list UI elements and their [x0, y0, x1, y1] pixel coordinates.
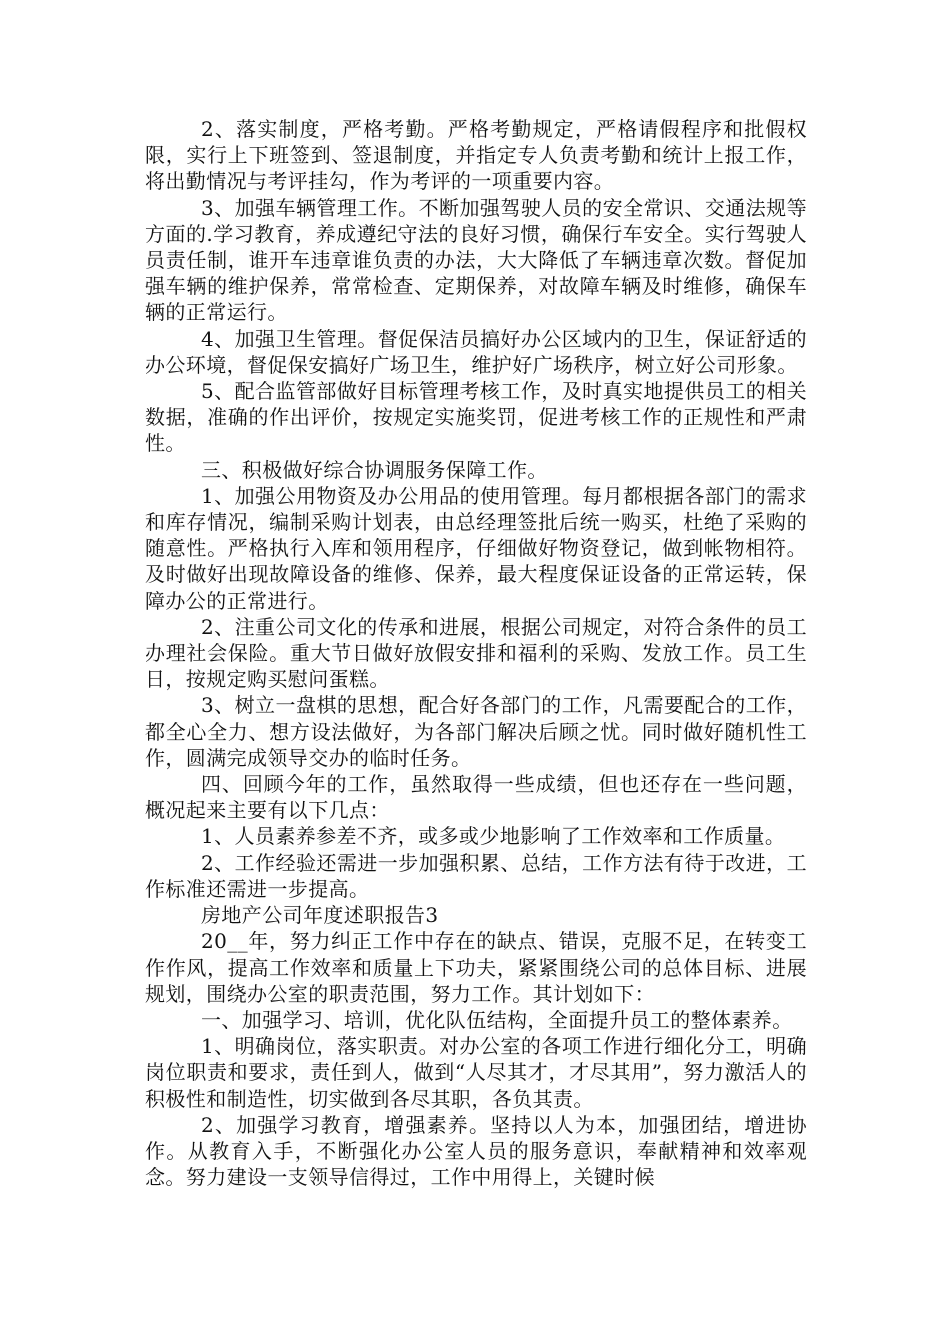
report-title: 房地产公司年度述职报告3 — [201, 903, 439, 928]
paragraph-responsibilities: 1、明确岗位，落实职责。对办公室的各项工作进行细化分工，明确岗位职责和要求，责任到人，做到“人尽其才，才尽其用”，努力激活人的积极性和制造性，切实做到各尽其职，各负其责。 — [145, 1034, 807, 1111]
paragraph-issue-experience: 2、工作经验还需进一步加强积累、总结，工作方法有待于改进，工作标准还需进一步提高。 — [145, 850, 807, 901]
paragraph-supplies: 1、加强公用物资及办公用品的使用管理。每月都根据各部门的需求和库存情况，编制采购计划表，由总经理签批后统一购买，杜绝了采购的随意性。严格执行入库和领用程序，仔细做好物资登记，做到帐物相符。及时做好出现故障设备的维修、保养，最大程度保证设备的正常运转，保障办公的正常进行。 — [145, 483, 807, 613]
section-heading-coordination: 三、积极做好综合协调服务保障工作。 — [201, 457, 548, 482]
paragraph-culture: 2、注重公司文化的传承和进展，根据公司规定，对符合条件的员工办理社会保险。重大节日做好放假安排和福利的采购、发放工作。员工生日，按规定购买慰问蛋糕。 — [145, 614, 807, 692]
paragraph-assessment: 5、配合监管部做好目标管理考核工作，及时真实地提供员工的相关数据，准确的作出评价，按规定实施奖罚，促进考核工作的正规性和严肃性。 — [145, 379, 807, 456]
paragraph-issue-quality: 1、人员素养参差不齐，或多或少地影响了工作效率和工作质量。 — [201, 824, 786, 849]
paragraph-sanitation: 4、加强卫生管理。督促保洁员搞好办公区域内的卫生，保证舒适的办公环境，督促保安搞好广场卫生，维护好广场秩序，树立好公司形象。 — [145, 326, 807, 377]
paragraph-vehicle-management: 3、加强车辆管理工作。不断加强驾驶人员的安全常识、交通法规等方面的.学习教育，养成遵纪守法的良好习惯，确保行车安全。实行驾驶人员责任制，谁开车违章谁负责的办法，大大降低了车辆违章次数。督促加强车辆的维护保养，常常检查、定期保养，对故障车辆及时维修，确保车辆的正常运行。 — [145, 195, 807, 325]
section-heading-review: 四、回顾今年的工作，虽然取得一些成绩，但也还存在一些问题，概况起来主要有以下几点： — [145, 772, 807, 823]
paragraph-teamwork: 3、树立一盘棋的思想，配合好各部门的工作，凡需要配合的工作，都全心全力、想方设法做好，为各部门解决后顾之忧。同时做好随机性工作，圆满完成领导交办的临时任务。 — [145, 693, 807, 770]
section-heading-training: 一、加强学习、培训，优化队伍结构，全面提升员工的整体素养。 — [201, 1007, 793, 1032]
document-body — [145, 116, 807, 1190]
paragraph-attendance: 2、落实制度，严格考勤。严格考勤规定，严格请假程序和批假权限，实行上下班签到、签退制度，并指定专人负责考勤和统计上报工作，将出勤情况与考评挂勾，作为考评的一项重要内容。 — [145, 117, 807, 194]
paragraph-education: 2、加强学习教育，增强素养。坚持以人为本，加强团结，增进协作。从教育入手，不断强化办公室人员的服务意识，奉献精神和效率观念。努力建设一支领导信得过，工作中用得上，关键时候 — [145, 1112, 807, 1190]
paragraph-intro: 20__年，努力纠正工作中存在的缺点、错误，克服不足，在转变工作作风，提高工作效率和质量上下功夫，紧紧围绕公司的总体目标、进展规划，围绕办公室的职责范围，努力工作。其计划如下： — [145, 929, 807, 1006]
